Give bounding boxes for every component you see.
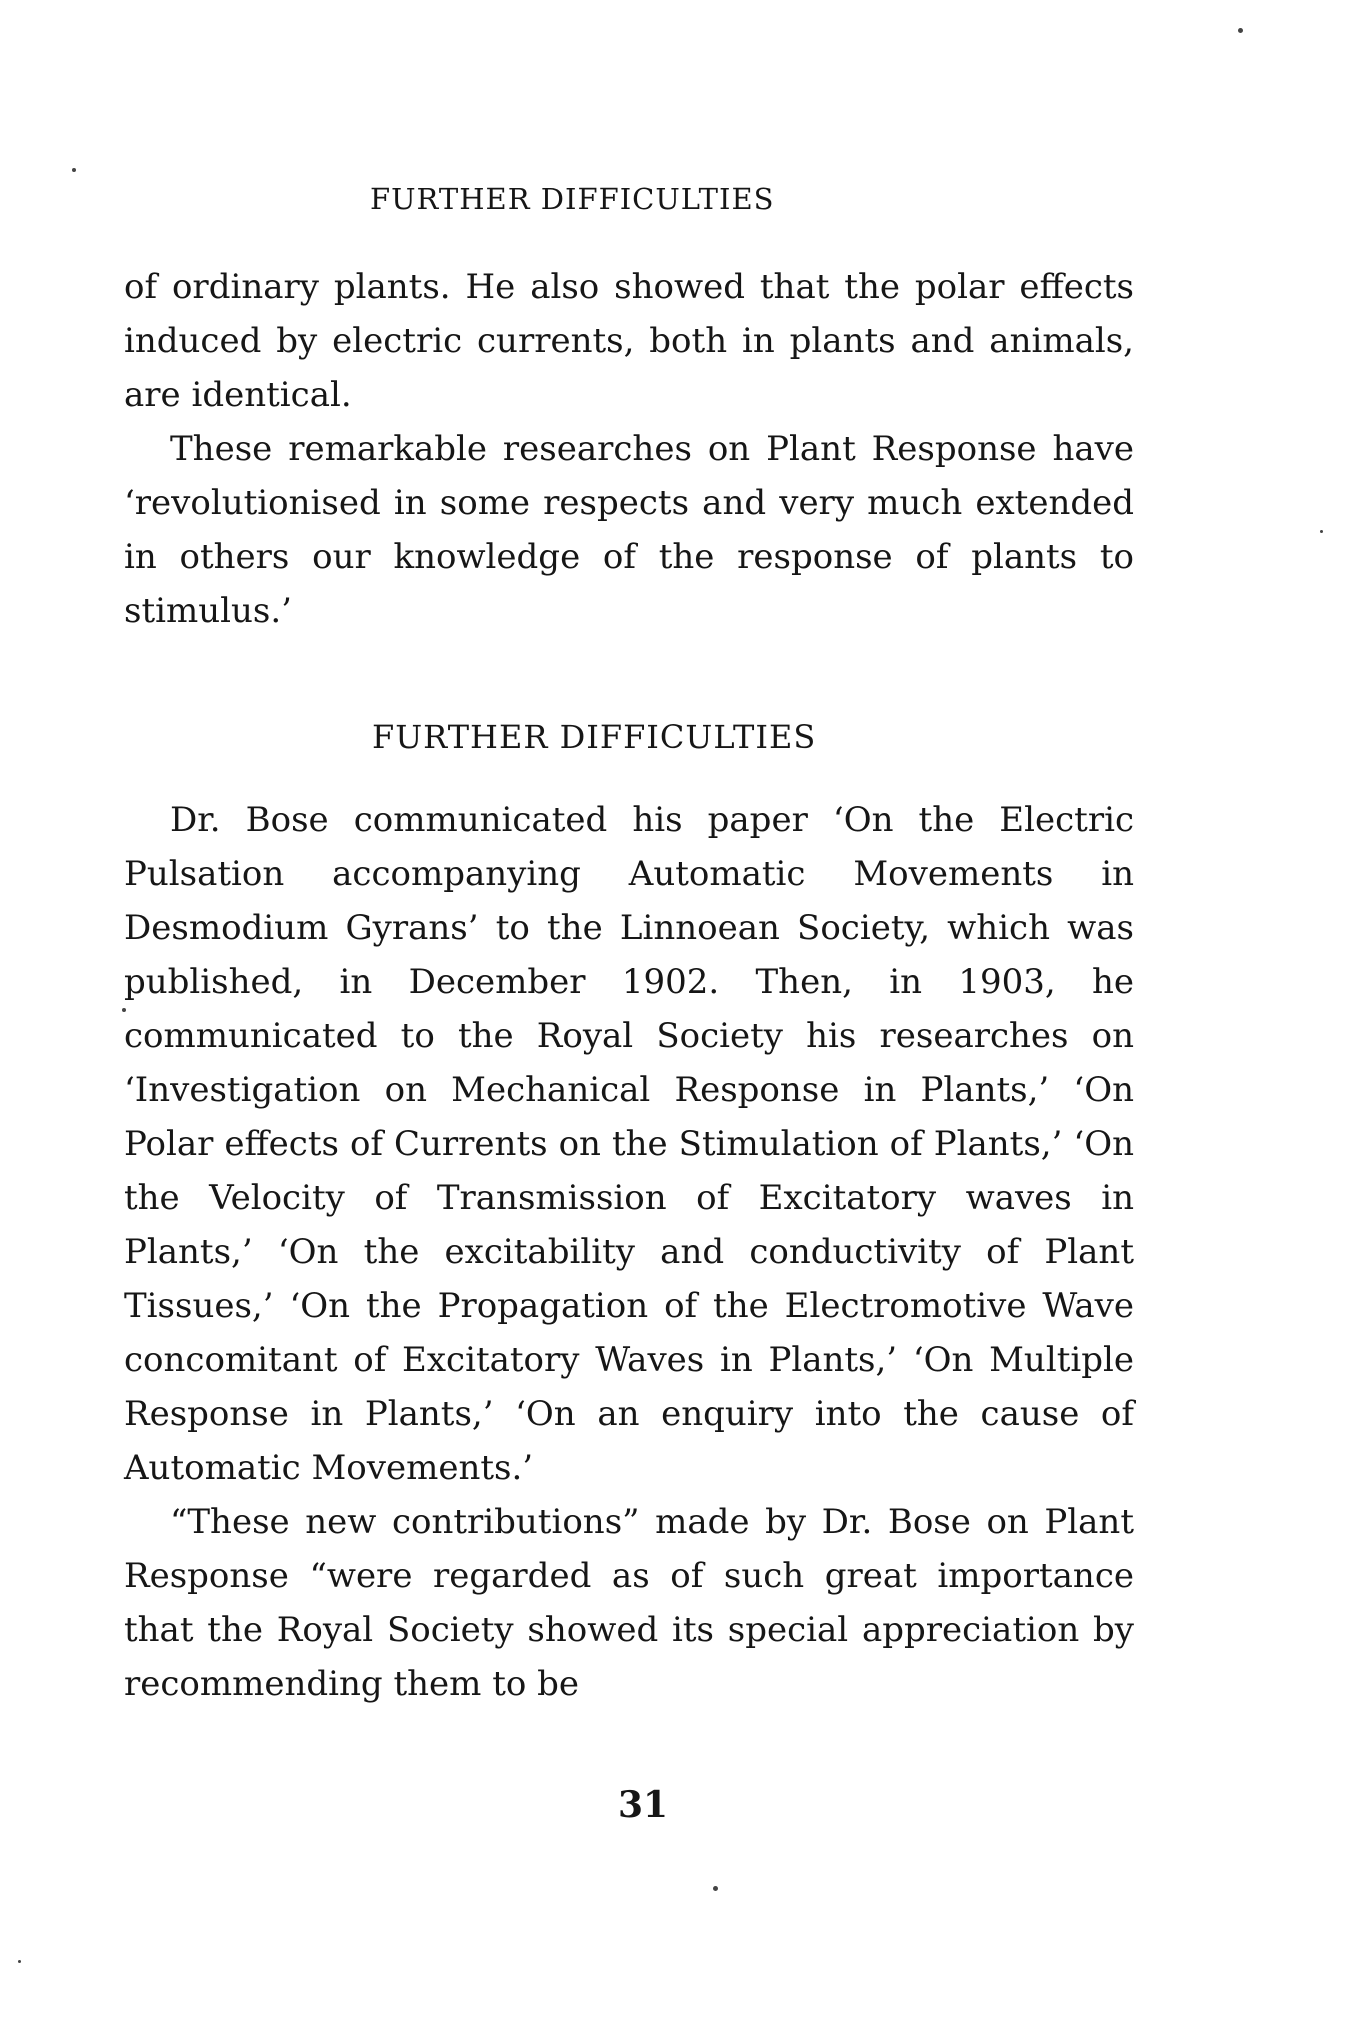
section-heading: FURTHER DIFFICULTIES [372, 718, 817, 756]
body-text-block [124, 793, 1134, 1711]
paragraph-continuation: of ordinary plants. He also showed that the polar effects induced by electric currents, both in plants and animals, are identical. [124, 267, 1134, 415]
scan-speck [18, 1960, 21, 1963]
running-head: FURTHER DIFFICULTIES [370, 182, 775, 216]
scan-speck [1320, 530, 1323, 533]
scan-speck [72, 168, 76, 172]
scan-speck [122, 1008, 126, 1012]
scan-speck [1238, 28, 1243, 33]
paragraph-new-contributions: “These new contributions” made by Dr. Bose on Plant Response “were regarded as of such great importance that the Royal Society showed its special appreciation by recommending them to be [124, 1502, 1134, 1704]
paragraph-bose-papers: Dr. Bose communicated his paper ‘On the Electric Pulsation accompanying Automatic Movements in Desmodium Gyrans’ to the Linnoean Society, which was published, in December 1902. Then, in 1903, he communicated to the Royal Society his researches on ‘Investigation on Mechanical Response in Plants,’ ‘On Polar effects of Currents on the Stimulation of Plants,’ ‘On the Velocity of Transmission of Excitatory waves in Plants,’ ‘On the excitability and conductivity of Plant Tissues,’ ‘On the Propagation of the Electromotive Wave concomitant of Excitatory Waves in Plants,’ ‘On Multiple Response in Plants,’ ‘On an enquiry into the cause of Automatic Movements.’ [124, 800, 1134, 1488]
top-text-block [124, 260, 1134, 638]
page-number: 31 [618, 1784, 669, 1826]
scan-speck [713, 1886, 718, 1891]
paragraph-plant-response: These remarkable researches on Plant Response have ‘revolutionised in some respects and very much extended in others our knowledge of the response of plants to stimulus.’ [124, 429, 1134, 631]
